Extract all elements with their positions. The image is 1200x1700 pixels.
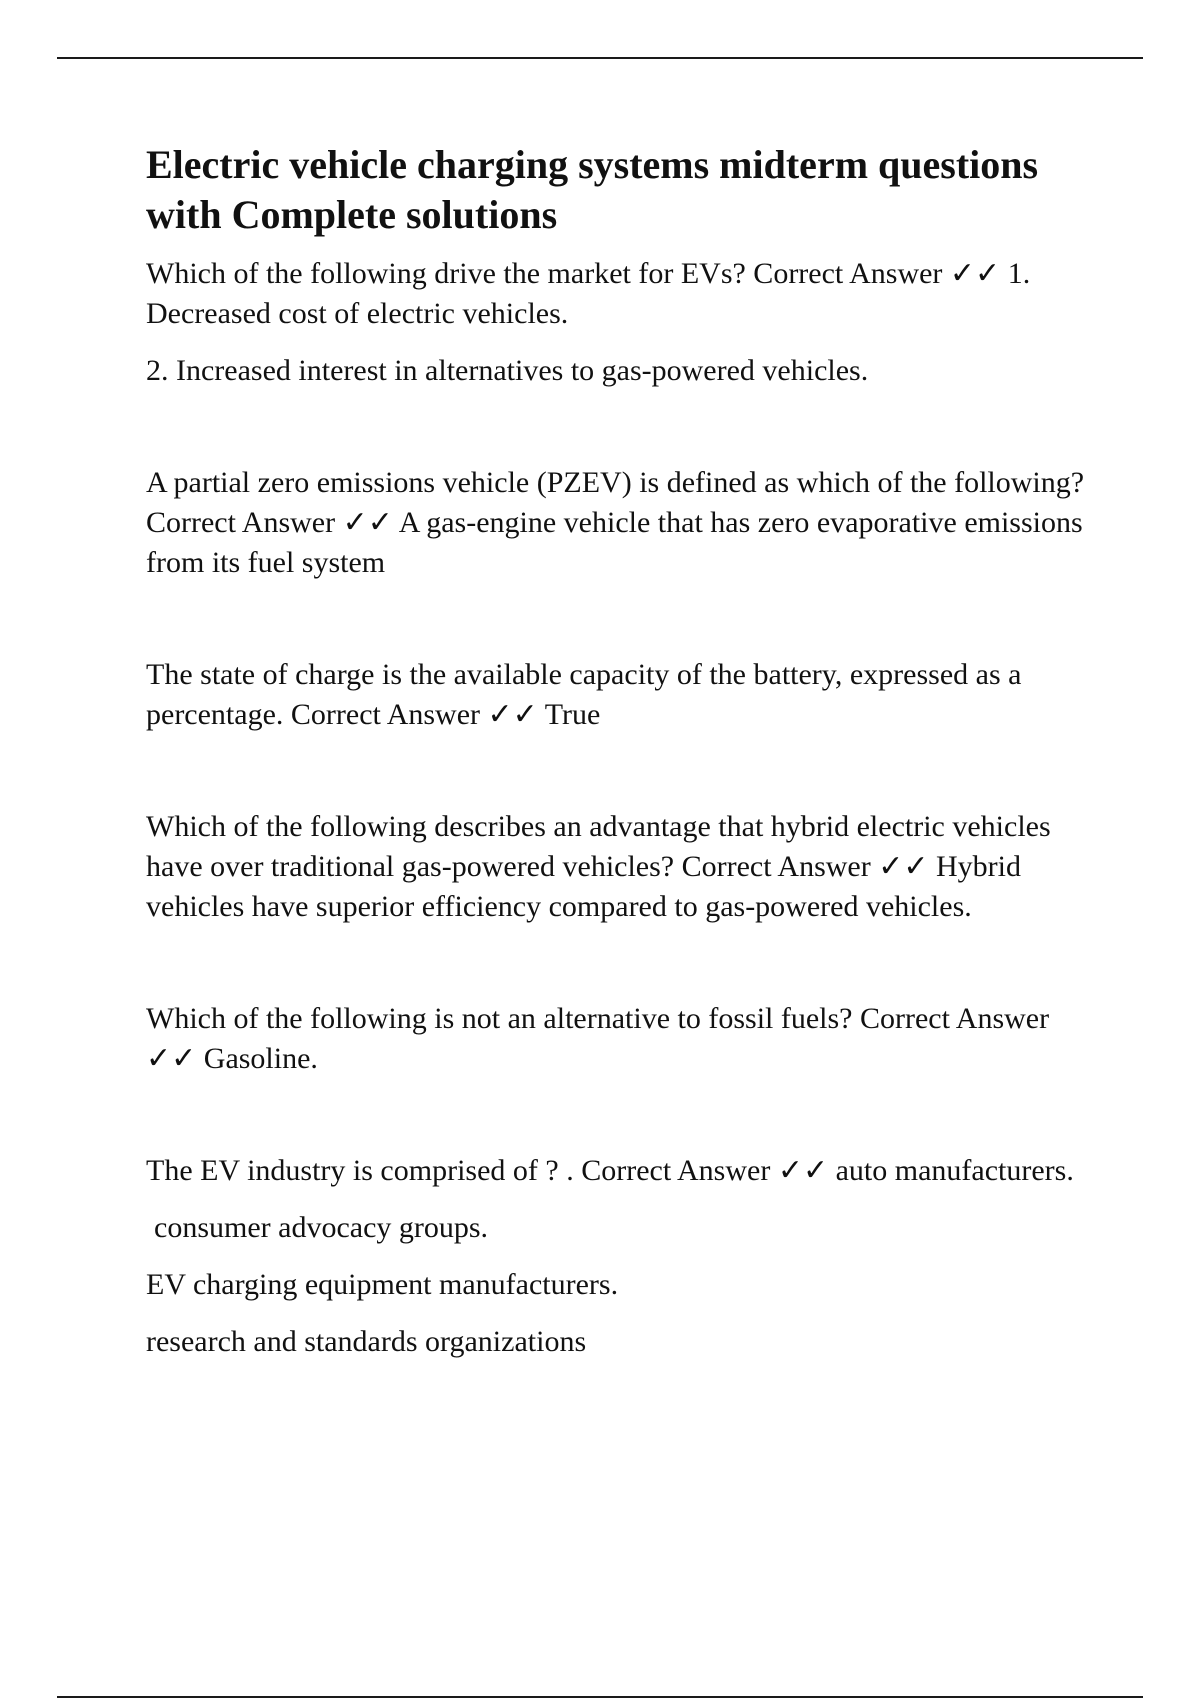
question-ev-industry: The EV industry is comprised of ? . Correct Answer ✓✓ auto manufacturers.	[146, 1154, 1074, 1187]
answer-ev-industry-equipment: EV charging equipment manufacturers.	[146, 1268, 619, 1301]
question-hybrid-advantage: Which of the following describes an advantage that hybrid electric vehicles have over traditional gas-powered vehicles? Correct Answer ✓✓ Hybrid vehicles have superior efficiency compared to gas-powered vehicles.	[146, 810, 1051, 923]
question-fossil-fuel-alternative: Which of the following is not an alternative to fossil fuels? Correct Answer ✓✓ Gasoline.	[146, 1002, 1050, 1075]
answer-ev-market-drivers-2: 2. Increased interest in alternatives to gas-powered vehicles.	[146, 354, 869, 387]
question-state-of-charge: The state of charge is the available capacity of the battery, expressed as a percentage. Correct Answer ✓✓ True	[146, 658, 1022, 731]
answer-ev-industry-advocacy: consumer advocacy groups.	[154, 1211, 489, 1244]
document-title: Electric vehicle charging systems midterm questions with Complete solutions	[146, 142, 1039, 237]
answer-ev-industry-research: research and standards organizations	[146, 1325, 587, 1358]
document-body	[146, 140, 1086, 1362]
bottom-divider	[57, 1696, 1143, 1698]
question-pzev: A partial zero emissions vehicle (PZEV) is defined as which of the following? Correct Answer ✓✓ A gas-engine vehicle that has zero evaporative emissions from its fuel system	[146, 466, 1085, 579]
top-divider	[57, 57, 1143, 59]
question-ev-market-drivers: Which of the following drive the market for EVs? Correct Answer ✓✓ 1. Decreased cost of electric vehicles.	[146, 257, 1031, 330]
